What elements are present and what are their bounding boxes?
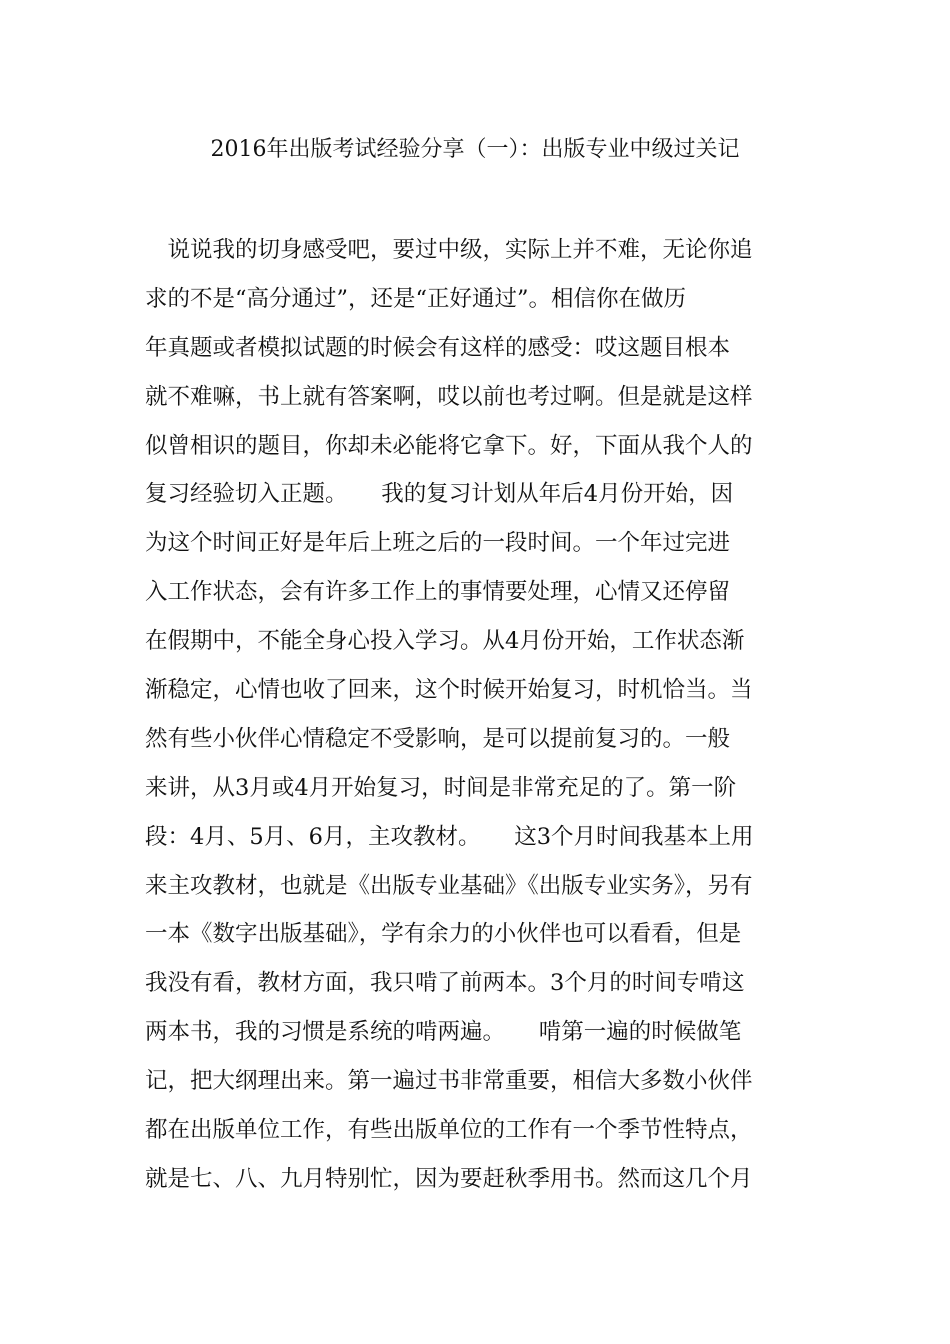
body-line: 年真题或者模拟试题的时候会有这样的感受：哎这题目根本 xyxy=(145,334,731,361)
body-line: 段：4月、5月、6月，主攻教材。 这3个月时间我基本上用 xyxy=(145,823,754,850)
body-line: 来讲，从3月或4月开始复习，时间是非常充足的了。第一阶 xyxy=(145,774,737,801)
body-line: 两本书，我的习惯是系统的啃两遍。 啃第一遍的时候做笔 xyxy=(145,1019,742,1046)
body-line: 就是七、八、九月特别忙，因为要赶秋季用书。然而这几个月 xyxy=(145,1165,753,1192)
body-line: 来主攻教材，也就是《出版专业基础》《出版专业实务》，另有 xyxy=(145,872,753,899)
body-line: 说说我的切身感受吧，要过中级，实际上并不难，无论你追 xyxy=(145,237,753,263)
body-line: 一本《数字出版基础》，学有余力的小伙伴也可以看看，但是 xyxy=(145,921,742,948)
body-line: 在假期中，不能全身心投入学习。从4月份开始，工作状态渐 xyxy=(145,628,745,655)
body-line: 我没有看，教材方面，我只啃了前两本。3个月的时间专啃这 xyxy=(145,970,745,997)
body-line: 记，把大纲理出来。第一遍过书非常重要，相信大多数小伙伴 xyxy=(145,1068,753,1095)
body-line: 就不难嘛，书上就有答案啊，哎以前也考过啊。但是就是这样 xyxy=(145,383,753,410)
body-line: 然有些小伙伴心情稳定不受影响，是可以提前复习的。一般 xyxy=(145,725,731,752)
body-line: 为这个时间正好是年后上班之后的一段时间。一个年过完进 xyxy=(145,530,731,557)
body-line: 入工作状态，会有许多工作上的事情要处理，心情又还停留 xyxy=(145,579,731,606)
body-line: 求的不是“高分通过”，还是“正好通过”。相信你在做历 xyxy=(145,285,687,312)
body-line: 复习经验切入正题。 我的复习计划从年后4月份开始，因 xyxy=(145,481,734,508)
body-line: 都在出版单位工作，有些出版单位的工作有一个季节性特点， xyxy=(145,1117,753,1144)
body-line: 似曾相识的题目，你却未必能将它拿下。好，下面从我个人的 xyxy=(145,432,753,459)
document-body xyxy=(145,228,825,1206)
body-line: 渐稳定，心情也收了回来，这个时候开始复习，时机恰当。当 xyxy=(145,677,753,704)
document-title: 2016年出版考试经验分享（一）：出版专业中级过关记 xyxy=(210,137,740,162)
